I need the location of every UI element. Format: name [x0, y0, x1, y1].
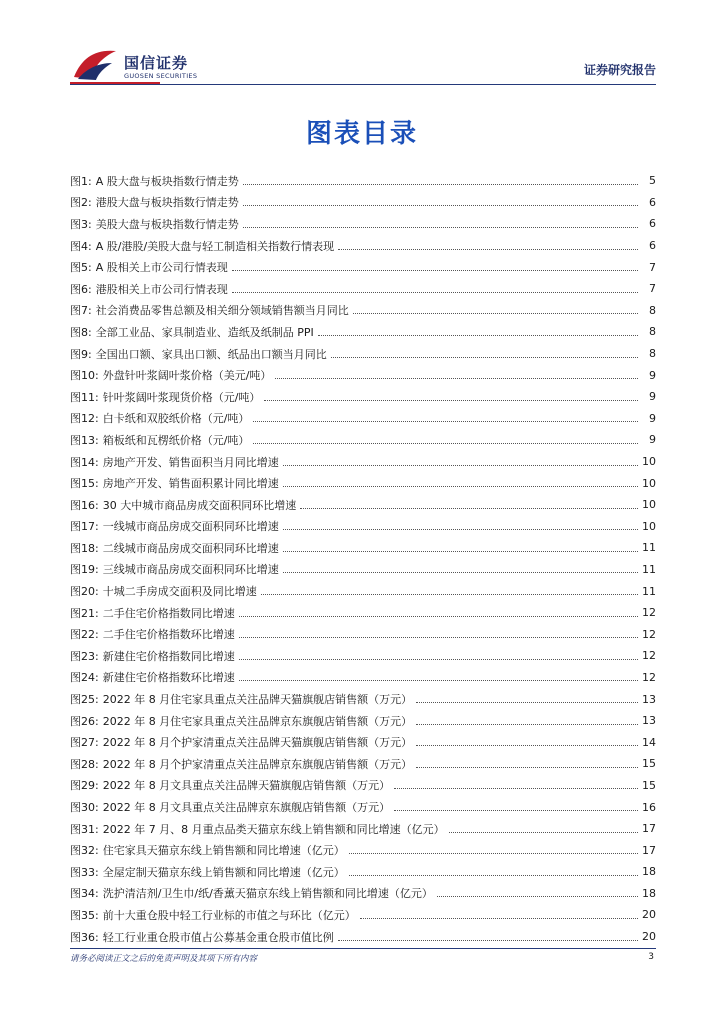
toc-page-number: 12	[642, 649, 656, 663]
toc-entry[interactable]	[70, 429, 656, 451]
toc-dot-leader	[349, 842, 638, 854]
toc-page-number: 17	[642, 843, 656, 857]
toc-entry[interactable]	[70, 818, 656, 840]
toc-dot-leader	[283, 518, 638, 530]
toc-dot-leader	[416, 713, 638, 725]
footer-divider	[70, 948, 656, 949]
toc-dot-leader	[232, 259, 638, 271]
toc-figure-title[interactable]: 外盘针叶浆阔叶浆价格（美元/吨）	[102, 369, 272, 383]
toc-dot-leader	[283, 561, 638, 573]
toc-dot-leader	[283, 475, 638, 487]
toc-page-number: 12	[642, 627, 656, 641]
toc-dot-leader	[353, 302, 638, 314]
toc-entry[interactable]	[70, 408, 656, 430]
toc-entry[interactable]	[70, 580, 656, 602]
toc-page-number: 6	[649, 217, 656, 231]
toc-page-number: 14	[642, 735, 656, 749]
toc-figure-number: 图13:	[70, 433, 99, 447]
toc-figure-number: 图24:	[70, 671, 99, 685]
toc-entry[interactable]	[70, 192, 656, 214]
logo-text-cn: 国信证券	[124, 54, 189, 72]
toc-figure-title[interactable]: 30 大中城市商品房成交面积同环比增速	[102, 498, 297, 512]
company-logo	[72, 47, 212, 87]
toc-dot-leader	[437, 885, 638, 897]
toc-entry[interactable]	[70, 364, 656, 386]
toc-figure-number: 图34:	[70, 887, 99, 901]
toc-figure-number: 图8:	[70, 325, 92, 339]
toc-dot-leader	[416, 734, 638, 746]
toc-page-number: 9	[649, 411, 656, 425]
toc-figure-number: 图7:	[70, 304, 92, 318]
toc-entry[interactable]	[70, 451, 656, 473]
toc-dot-leader	[253, 432, 638, 444]
toc-page-number: 13	[642, 714, 656, 728]
toc-entry[interactable]	[70, 537, 656, 559]
toc-figure-title[interactable]: A 股大盘与板块指数行情走势	[95, 174, 239, 188]
toc-page-number: 10	[642, 476, 656, 490]
toc-figure-number: 图9:	[70, 347, 92, 361]
toc-figure-title[interactable]: 三线城市商品房成交面积同环比增速	[102, 563, 279, 577]
toc-entry[interactable]	[70, 494, 656, 516]
toc-page-number: 20	[642, 908, 656, 922]
toc-entry[interactable]	[70, 343, 656, 365]
toc-figure-number: 图3:	[70, 217, 92, 231]
toc-page-number: 10	[642, 455, 656, 469]
toc-entry[interactable]	[70, 926, 656, 948]
toc-page-number: 5	[649, 174, 656, 188]
toc-page-number: 15	[642, 757, 656, 771]
toc-figure-title[interactable]: 新建住宅价格指数同比增速	[102, 649, 235, 663]
toc-dot-leader	[416, 756, 638, 768]
report-type-label: 证券研究报告	[583, 63, 656, 77]
toc-entry[interactable]	[70, 710, 656, 732]
figure-toc-list	[70, 170, 656, 947]
toc-dot-leader	[394, 799, 638, 811]
toc-figure-title[interactable]: 港股相关上市公司行情表现	[95, 282, 228, 296]
toc-figure-title[interactable]: 全屋定制天猫京东线上销售额和同比增速（亿元）	[102, 865, 345, 879]
toc-page-number: 11	[642, 584, 656, 598]
toc-figure-title[interactable]: 2022 年 8 月文具重点关注品牌天猫旗舰店销售额（万元）	[102, 779, 391, 793]
toc-page-number: 9	[649, 433, 656, 447]
toc-page-number: 8	[649, 303, 656, 317]
toc-entry[interactable]	[70, 278, 656, 300]
toc-entry[interactable]	[70, 645, 656, 667]
toc-entry[interactable]	[70, 883, 656, 905]
toc-entry[interactable]	[70, 688, 656, 710]
toc-figure-number: 图28:	[70, 757, 99, 771]
toc-entry[interactable]	[70, 796, 656, 818]
toc-dot-leader	[338, 238, 638, 250]
toc-figure-number: 图17:	[70, 520, 99, 534]
toc-figure-number: 图21:	[70, 606, 99, 620]
toc-figure-title[interactable]: 全部工业品、家具制造业、造纸及纸制品 PPI	[95, 325, 314, 339]
toc-figure-number: 图36:	[70, 930, 99, 944]
toc-entry[interactable]	[70, 256, 656, 278]
toc-page-number: 12	[642, 670, 656, 684]
toc-dot-leader	[243, 173, 638, 185]
toc-figure-title[interactable]: 轻工行业重仓股市值占公募基金重仓股市值比例	[102, 930, 334, 944]
toc-figure-title[interactable]: 二手住宅价格指数同比增速	[102, 606, 235, 620]
toc-entry[interactable]	[70, 516, 656, 538]
toc-figure-number: 图19:	[70, 563, 99, 577]
toc-figure-title[interactable]: 前十大重仓股中轻工行业标的市值之与环比（亿元）	[102, 908, 356, 922]
toc-figure-number: 图25:	[70, 693, 99, 707]
toc-figure-title[interactable]: A 股相关上市公司行情表现	[95, 261, 228, 275]
toc-page-number: 12	[642, 606, 656, 620]
toc-entry[interactable]	[70, 300, 656, 322]
toc-figure-title[interactable]: 十城二手房成交面积及同比增速	[102, 585, 257, 599]
toc-dot-leader	[232, 281, 638, 293]
toc-entry[interactable]	[70, 753, 656, 775]
toc-entry[interactable]	[70, 731, 656, 753]
toc-page-number: 15	[642, 778, 656, 792]
toc-entry[interactable]	[70, 170, 656, 192]
toc-dot-leader	[243, 216, 638, 228]
toc-dot-leader	[253, 410, 638, 422]
toc-dot-leader	[449, 821, 638, 833]
toc-entry[interactable]	[70, 775, 656, 797]
footer-disclaimer: 请务必阅读正文之后的免责声明及其项下所有内容	[70, 954, 258, 964]
toc-page-number: 9	[649, 390, 656, 404]
toc-entry[interactable]	[70, 386, 656, 408]
toc-dot-leader	[300, 497, 638, 509]
toc-figure-title[interactable]: 二手住宅价格指数环比增速	[102, 628, 235, 642]
toc-page-number: 18	[642, 886, 656, 900]
toc-page-number: 8	[649, 347, 656, 361]
toc-dot-leader	[239, 626, 638, 638]
toc-figure-title[interactable]: 箱板纸和瓦楞纸价格（元/吨）	[102, 433, 250, 447]
page-number: 3	[648, 952, 654, 962]
toc-figure-number: 图14:	[70, 455, 99, 469]
toc-dot-leader	[239, 669, 638, 681]
toc-figure-number: 图5:	[70, 261, 92, 275]
toc-entry[interactable]	[70, 623, 656, 645]
toc-page-number: 10	[642, 498, 656, 512]
toc-figure-number: 图4:	[70, 239, 92, 253]
toc-figure-number: 图31:	[70, 822, 99, 836]
toc-figure-title[interactable]: 2022 年 8 月住宅家具重点关注品牌京东旗舰店销售额（万元）	[102, 714, 413, 728]
toc-dot-leader	[261, 583, 638, 595]
header-divider	[70, 84, 656, 85]
toc-entry[interactable]	[70, 213, 656, 235]
toc-figure-number: 图22:	[70, 628, 99, 642]
toc-entry[interactable]	[70, 472, 656, 494]
toc-page-number: 13	[642, 692, 656, 706]
toc-page-number: 11	[642, 562, 656, 576]
logo-text-en: GUOSEN SECURITIES	[124, 72, 198, 80]
toc-dot-leader	[360, 907, 638, 919]
toc-figure-number: 图35:	[70, 908, 99, 922]
toc-figure-number: 图33:	[70, 865, 99, 879]
toc-dot-leader	[349, 864, 638, 876]
toc-dot-leader	[283, 454, 638, 466]
toc-figure-number: 图11:	[70, 390, 99, 404]
toc-figure-number: 图20:	[70, 585, 99, 599]
toc-page-number: 10	[642, 519, 656, 533]
toc-figure-number: 图15:	[70, 477, 99, 491]
toc-figure-number: 图1:	[70, 174, 92, 188]
toc-dot-leader	[318, 324, 638, 336]
toc-figure-title[interactable]: 针叶浆阔叶浆现货价格（元/吨）	[102, 390, 261, 404]
toc-dot-leader	[239, 605, 638, 617]
toc-page-number: 6	[649, 239, 656, 253]
toc-figure-title[interactable]: 美股大盘与板块指数行情走势	[95, 217, 239, 231]
toc-figure-number: 图27:	[70, 736, 99, 750]
toc-page-number: 8	[649, 325, 656, 339]
toc-figure-number: 图16:	[70, 498, 99, 512]
toc-dot-leader	[264, 389, 638, 401]
toc-entry[interactable]	[70, 559, 656, 581]
toc-dot-leader	[331, 346, 638, 358]
toc-page-number: 18	[642, 865, 656, 879]
toc-dot-leader	[416, 691, 638, 703]
toc-dot-leader	[243, 194, 638, 206]
toc-figure-title[interactable]: 港股大盘与板块指数行情走势	[95, 196, 239, 210]
toc-entry[interactable]	[70, 321, 656, 343]
toc-page-number: 11	[642, 541, 656, 555]
logo-mark-icon	[72, 47, 118, 81]
toc-figure-title[interactable]: 2022 年 8 月文具重点关注品牌京东旗舰店销售额（万元）	[102, 801, 391, 815]
toc-dot-leader	[338, 929, 638, 941]
toc-dot-leader	[394, 777, 638, 789]
toc-figure-number: 图23:	[70, 649, 99, 663]
toc-figure-title[interactable]: 房地产开发、销售面积累计同比增速	[102, 477, 279, 491]
toc-page-number: 7	[649, 260, 656, 274]
toc-page-number: 20	[642, 930, 656, 944]
toc-figure-number: 图30:	[70, 801, 99, 815]
toc-figure-title[interactable]: A 股/港股/美股大盘与轻工制造相关指数行情表现	[95, 239, 335, 253]
toc-figure-title[interactable]: 2022 年 8 月个护家清重点关注品牌京东旗舰店销售额（万元）	[102, 757, 413, 771]
toc-page-number: 6	[649, 195, 656, 209]
toc-figure-title[interactable]: 社会消费品零售总额及相关细分领域销售额当月同比	[95, 304, 349, 318]
toc-dot-leader	[283, 540, 638, 552]
toc-entry[interactable]	[70, 861, 656, 883]
toc-figure-title[interactable]: 全国出口额、家具出口额、纸品出口额当月同比	[95, 347, 327, 361]
toc-figure-number: 图32:	[70, 844, 99, 858]
toc-figure-title[interactable]: 2022 年 8 月住宅家具重点关注品牌天猫旗舰店销售额（万元）	[102, 693, 413, 707]
toc-figure-title[interactable]: 房地产开发、销售面积当月同比增速	[102, 455, 279, 469]
toc-page-number: 17	[642, 822, 656, 836]
toc-figure-title[interactable]: 新建住宅价格指数环比增速	[102, 671, 235, 685]
toc-figure-number: 图2:	[70, 196, 92, 210]
toc-figure-number: 图26:	[70, 714, 99, 728]
toc-figure-title[interactable]: 2022 年 7 月、8 月重点品类天猫京东线上销售额和同比增速（亿元）	[102, 822, 445, 836]
toc-figure-title[interactable]: 2022 年 8 月个护家清重点关注品牌天猫旗舰店销售额（万元）	[102, 736, 413, 750]
toc-figure-number: 图12:	[70, 412, 99, 426]
toc-dot-leader	[275, 367, 638, 379]
toc-figure-number: 图18:	[70, 541, 99, 555]
toc-entry[interactable]	[70, 667, 656, 689]
toc-page-number: 9	[649, 368, 656, 382]
toc-dot-leader	[239, 648, 638, 660]
page-header	[0, 0, 724, 90]
toc-figure-number: 图10:	[70, 369, 99, 383]
toc-figure-title[interactable]: 一线城市商品房成交面积同环比增速	[102, 520, 279, 534]
toc-figure-title[interactable]: 洗护清洁剂/卫生巾/纸/香薰天猫京东线上销售额和同比增速（亿元）	[102, 887, 433, 901]
toc-figure-number: 图29:	[70, 779, 99, 793]
toc-heading: 图表目录	[305, 119, 418, 149]
toc-entry[interactable]	[70, 235, 656, 257]
toc-figure-title[interactable]: 二线城市商品房成交面积同环比增速	[102, 541, 279, 555]
toc-figure-number: 图6:	[70, 282, 92, 296]
toc-entry[interactable]	[70, 602, 656, 624]
toc-entry[interactable]	[70, 904, 656, 926]
toc-page-number: 16	[642, 800, 656, 814]
toc-page-number: 7	[649, 282, 656, 296]
toc-entry[interactable]	[70, 839, 656, 861]
toc-figure-title[interactable]: 白卡纸和双胶纸价格（元/吨）	[102, 412, 250, 426]
toc-figure-title[interactable]: 住宅家具天猫京东线上销售额和同比增速（亿元）	[102, 844, 345, 858]
